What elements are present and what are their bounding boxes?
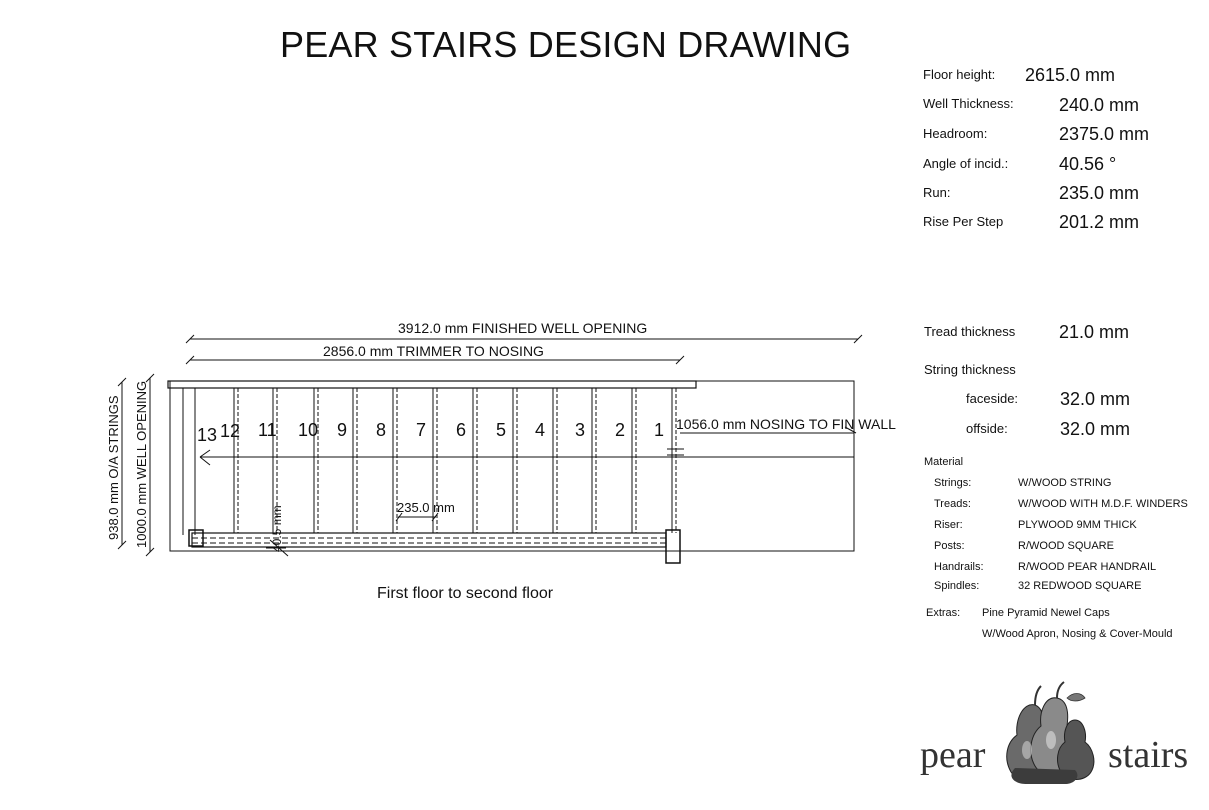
step-number: 10	[298, 420, 319, 440]
headroom-label: Headroom:	[923, 126, 988, 141]
pears-icon	[1007, 682, 1094, 784]
small-dimension-label: 40.5 mm	[270, 505, 284, 552]
rise-label: Rise Per Step	[923, 214, 1004, 229]
floor-height-value: 2615.0 mm	[1025, 65, 1116, 85]
material-spindles-value: 32 REDWOOD SQUARE	[1018, 580, 1142, 592]
step-number: 2	[615, 420, 626, 440]
nosing-to-wall-label: 1056.0 mm NOSING TO FIN WALL	[676, 416, 896, 432]
material-strings-label: Strings:	[934, 477, 972, 489]
offside-value: 32.0 mm	[1060, 419, 1131, 439]
well-width-label: 1000.0 mm WELL OPENING	[134, 380, 149, 548]
faceside-value: 32.0 mm	[1060, 389, 1131, 409]
material-handrails-label: Handrails:	[934, 561, 984, 573]
run-value: 235.0 mm	[1059, 183, 1140, 203]
offside-label: offside:	[966, 421, 1008, 436]
step-number: 6	[456, 420, 467, 440]
extras-label: Extras:	[926, 607, 961, 619]
run-dimension-label: 235.0 mm	[397, 500, 455, 515]
material-handrails-value: R/WOOD PEAR HANDRAIL	[1018, 561, 1157, 573]
step-number: 3	[575, 420, 586, 440]
extras-item: Pine Pyramid Newel Caps	[982, 607, 1110, 619]
material-strings-value: W/WOOD STRING	[1018, 477, 1112, 489]
material-heading: Material	[924, 456, 964, 468]
tread-thickness-value: 21.0 mm	[1059, 322, 1130, 342]
step-number: 5	[496, 420, 507, 440]
material-spindles-label: Spindles:	[934, 580, 980, 592]
headroom-value: 2375.0 mm	[1059, 124, 1150, 144]
step-number: 1	[654, 420, 665, 440]
material-posts-label: Posts:	[934, 540, 965, 552]
angle-value: 40.56 °	[1059, 154, 1117, 174]
tread-thickness-label: Tread thickness	[924, 324, 1016, 339]
rise-value: 201.2 mm	[1059, 212, 1140, 232]
step-number: 11	[258, 420, 277, 440]
page-title: PEAR STAIRS DESIGN DRAWING	[280, 24, 852, 65]
logo-text-stairs: stairs	[1108, 734, 1189, 776]
floor-height-label: Floor height:	[923, 67, 996, 82]
faceside-label: faceside:	[966, 391, 1019, 406]
material-treads-label: Treads:	[934, 498, 971, 510]
strings-oa-label: 938.0 mm O/A STRINGS	[106, 395, 121, 540]
run-label: Run:	[923, 185, 951, 200]
step-number: 13	[197, 425, 218, 445]
handrail-top	[168, 381, 696, 388]
trimmer-label: 2856.0 mm TRIMMER TO NOSING	[323, 343, 544, 359]
material-treads-value: W/WOOD WITH M.D.F. WINDERS	[1018, 498, 1188, 510]
drawing-caption: First floor to second floor	[377, 585, 554, 602]
logo-text-pear: pear	[920, 734, 986, 776]
well-thickness-label: Well Thickness:	[923, 96, 1014, 111]
material-riser-label: Riser:	[934, 519, 963, 531]
step-number: 12	[220, 421, 241, 441]
string-thickness-label: String thickness	[924, 362, 1016, 377]
material-posts-value: R/WOOD SQUARE	[1018, 540, 1114, 552]
step-number: 7	[416, 420, 427, 440]
step-number: 9	[337, 420, 348, 440]
step-number: 8	[376, 420, 387, 440]
step-number: 4	[535, 420, 546, 440]
extras-item: W/Wood Apron, Nosing & Cover-Mould	[982, 628, 1173, 640]
well-thickness-value: 240.0 mm	[1059, 95, 1140, 115]
material-riser-value: PLYWOOD 9MM THICK	[1018, 519, 1137, 531]
newel-post-right	[666, 530, 680, 563]
well-opening-label: 3912.0 mm FINISHED WELL OPENING	[398, 320, 648, 336]
angle-label: Angle of incid.:	[923, 156, 1009, 171]
string-bottom	[192, 533, 666, 547]
